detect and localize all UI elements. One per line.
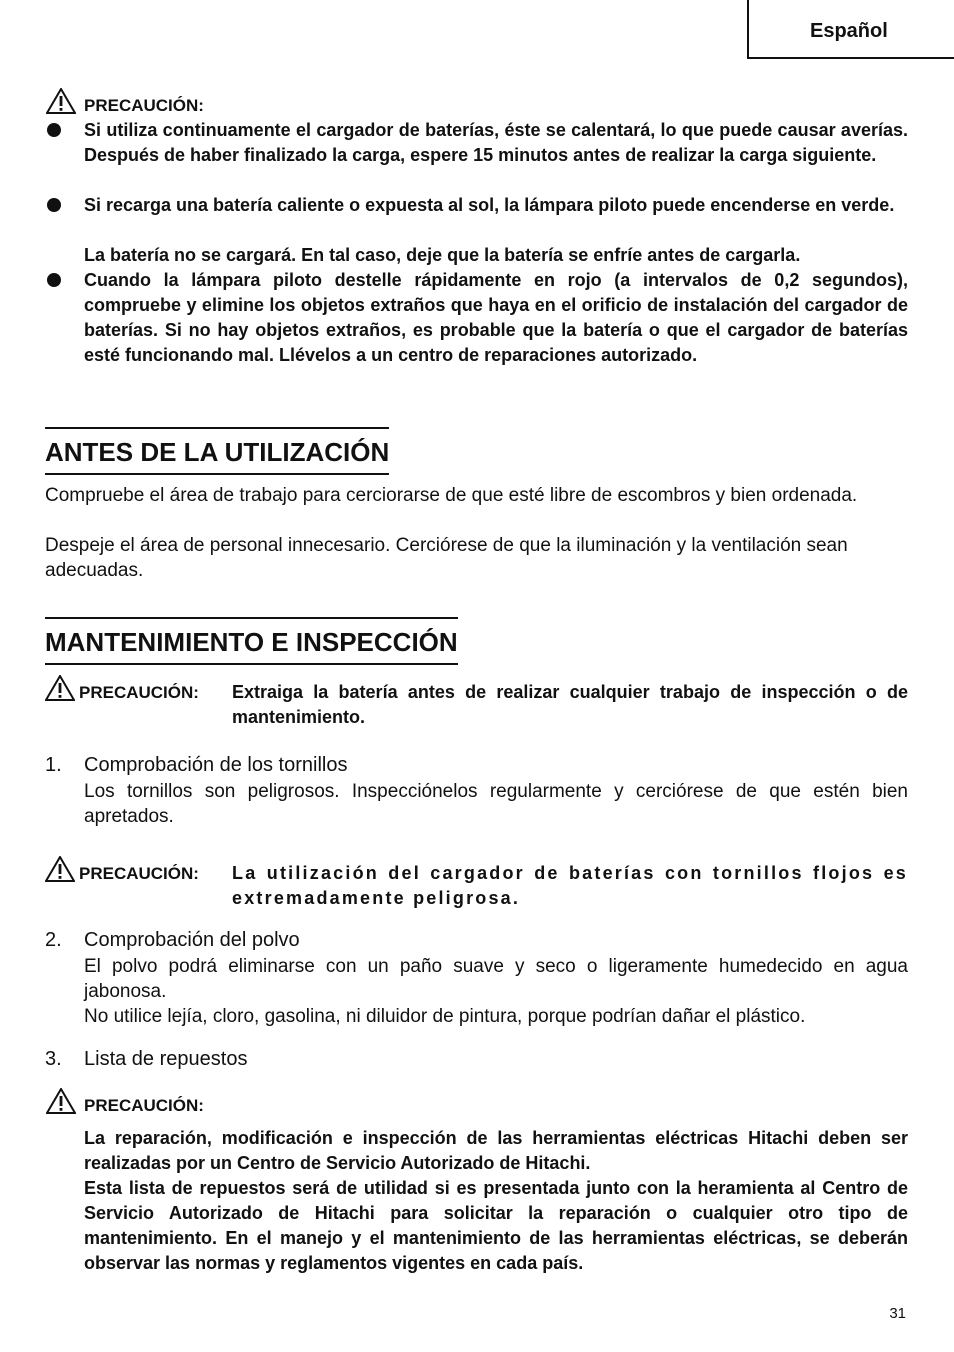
language-label: Español xyxy=(810,20,888,42)
page-number: 31 xyxy=(889,1305,906,1322)
item-2-text-2: No utilice lejía, cloro, gasolina, ni diluidor de pintura, porque podrían dañar el plástico. xyxy=(84,1006,806,1027)
warning-icon xyxy=(45,856,75,882)
item-2-title: Comprobación del polvo xyxy=(84,929,300,951)
bullet-dot xyxy=(47,198,61,212)
maintenance-caution-text: Extraiga la batería antes de realizar cualquier trabajo de inspección o de mantenimiento. xyxy=(232,682,908,727)
caution-label: PRECAUCIÓN: xyxy=(84,1096,204,1115)
item-1-number: 1. xyxy=(45,754,62,776)
item-2-text-1: El polvo podrá eliminarse con un paño suave y seco o ligeramente humedecido en agua jabonosa. xyxy=(84,956,908,1002)
bullet-dot xyxy=(47,123,61,137)
parts-caution-text-1: La reparación, modificación e inspección de las herramientas eléctricas Hitachi deben ser realizadas por un Centro de Servicio Autorizado de Hitachi. xyxy=(84,1128,908,1173)
bullet-dot xyxy=(47,273,61,287)
warning-icon xyxy=(45,675,75,701)
caution-label: PRECAUCIÓN: xyxy=(79,864,199,883)
caution-bullet-3: Cuando la lámpara piloto destelle rápidamente en rojo (a intervalos de 0,2 segundos), compruebe y elimine los objetos extraños que haya en el orificio de instalación del cargador de baterías. Si no hay objetos extraños, es probable que la batería o que el cargador de baterías esté funcionando mal. Llévelos a un centro de reparaciones autorizado. xyxy=(84,270,908,365)
screws-caution-text: La utilización del cargador de baterías con tornillos flojos es extremadamente peligrosa. xyxy=(232,863,908,908)
before-use-paragraph-1: Compruebe el área de trabajo para cerciorarse de que esté libre de escombros y bien ordenada. xyxy=(45,485,858,506)
section-title-maintenance: MANTENIMIENTO E INSPECCIÓN xyxy=(45,617,458,665)
warning-icon xyxy=(46,88,76,114)
caution-bullet-2: Si recarga una batería caliente o expuesta al sol, la lámpara piloto puede encenderse en verde. xyxy=(84,195,895,215)
item-1-title: Comprobación de los tornillos xyxy=(84,754,348,776)
item-3-title: Lista de repuestos xyxy=(84,1048,248,1070)
caution-label: PRECAUCIÓN: xyxy=(84,96,204,115)
caution-bullet-1: Si utiliza continuamente el cargador de baterías, éste se calentará, lo que puede causar averías. Después de haber finalizado la carga, espere 15 minutos antes de realizar la carga siguiente. xyxy=(84,120,908,165)
before-use-paragraph-2: Despeje el área de personal innecesario. Cerciórese de que la iluminación y la ventilación sean adecuadas. xyxy=(45,535,848,581)
warning-icon xyxy=(46,1088,76,1114)
language-tab xyxy=(747,0,954,59)
parts-caution-text-2: Esta lista de repuestos será de utilidad si es presentada junto con la heramienta al Centro de Servicio Autorizado de Hitachi para solicitar la reparación o cualquier otro tipo de mantenimiento. En el manejo y el mantenimiento de las herramientas eléctricas, se deberán observar las normas y reglamentos vigentes en cada país. xyxy=(84,1178,908,1273)
section-title-before-use: ANTES DE LA UTILIZACIÓN xyxy=(45,427,389,475)
caution-bullet-2-extra: La batería no se cargará. En tal caso, deje que la batería se enfríe antes de cargarla. xyxy=(84,245,801,265)
item-2-number: 2. xyxy=(45,929,62,951)
item-3-number: 3. xyxy=(45,1048,62,1070)
caution-label: PRECAUCIÓN: xyxy=(79,683,199,702)
item-1-text: Los tornillos son peligrosos. Inspecciónelos regularmente y cerciórese de que estén bien apretados. xyxy=(84,781,908,827)
